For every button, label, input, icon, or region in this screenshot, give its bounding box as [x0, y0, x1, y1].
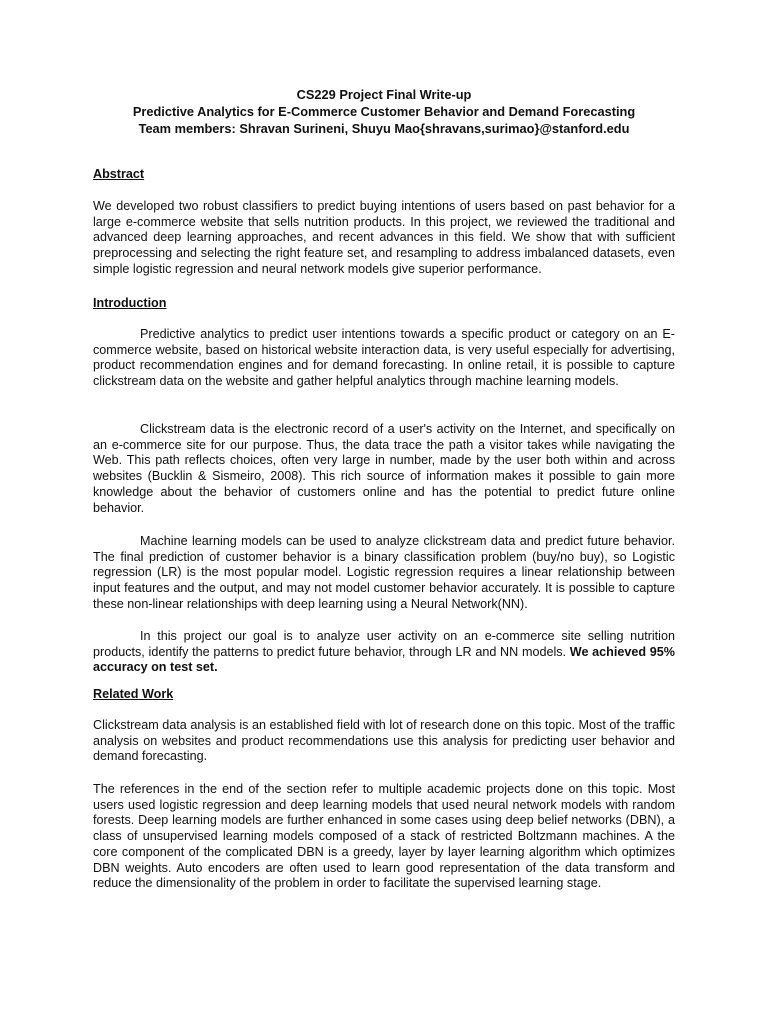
team-members: [0, 120, 768, 137]
accuracy-highlight: We achieved 95% accuracy on test set.: [93, 644, 675, 675]
abstract-heading: Abstract: [93, 167, 145, 181]
related-work-heading: Related Work: [93, 687, 174, 701]
team-names: Shravan Surineni, Shuyu Mao{shravans,surimao}@stanford.edu: [235, 121, 630, 136]
paper-header: [0, 86, 768, 137]
introduction-heading: Introduction: [93, 296, 167, 310]
abstract-text: We developed two robust classifiers to predict buying intentions of users based on past behavior for a large e-commerce website that sells nutrition products. In this project, we reviewed the traditional and advanced deep learning approaches, and recent advances in this field. We show that with sufficient preprocessing and selecting the right feature set, and resampling to address imbalanced datasets, even simple logistic regression and neural network models give superior performance.: [93, 199, 675, 276]
team-label: Team members:: [138, 121, 236, 136]
introduction-paragraph-2: Clickstream data is the electronic record of a user's activity on the Internet, and specifically on an e-commerce site for our purpose. Thus, the data trace the path a visitor takes while navigating the Web. This path reflects choices, often very large in number, made by the user both within and across websites (Bucklin & Sismeiro, 2008). This rich source of information makes it possible to gain more knowledge about the behavior of customers online and has the potential to predict future online behavior.: [93, 422, 675, 515]
introduction-paragraph-4: [93, 629, 675, 676]
introduction-paragraph-3: Machine learning models can be used to analyze clickstream data and predict future behavior. The final prediction of customer behavior is a binary classification problem (buy/no buy), so Logistic regression (LR) is the most popular model. Logistic regression requires a linear relationship between input features and the output, and may not model customer behavior accurately. It is possible to capture these non-linear relationships with deep learning using a Neural Network(NN).: [93, 534, 675, 611]
course-title: CS229 Project Final Write-up: [296, 87, 472, 102]
paper-title: Predictive Analytics for E-Commerce Customer Behavior and Demand Forecasting: [132, 104, 636, 119]
related-work-paragraph-1: Clickstream data analysis is an established field with lot of research done on this topic. Most of the traffic analysis on websites and product recommendations use this analysis for predicting user behavior and demand forecasting.: [93, 718, 675, 764]
introduction-paragraph-1: Predictive analytics to predict user intentions towards a specific product or category on an E-commerce website, based on historical website interaction data, is very useful especially for advertising, product recommendation engines and for demand forecasting. In online retail, it is possible to capture clickstream data on the website and gather helpful analytics through machine learning models.: [93, 327, 675, 389]
introduction-paragraph-4-text: In this project our goal is to analyze user activity on an e-commerce site selling nutrition products, identify the patterns to predict future behavior, through LR and NN models.: [93, 629, 675, 659]
related-work-paragraph-2: The references in the end of the section refer to multiple academic projects done on this topic. Most users used logistic regression and deep learning models that used neural network models with random forests. Deep learning models are further enhanced in some cases using deep belief networks (DBN), a class of unsupervised learning models composed of a stack of restricted Boltzmann machines. A the core component of the complicated DBN is a greedy, layer by layer learning algorithm which optimizes DBN weights. Auto encoders are often used to learn good representation of the data transform and reduce the dimensionality of the problem in order to facilitate the supervised learning stage.: [93, 782, 675, 891]
